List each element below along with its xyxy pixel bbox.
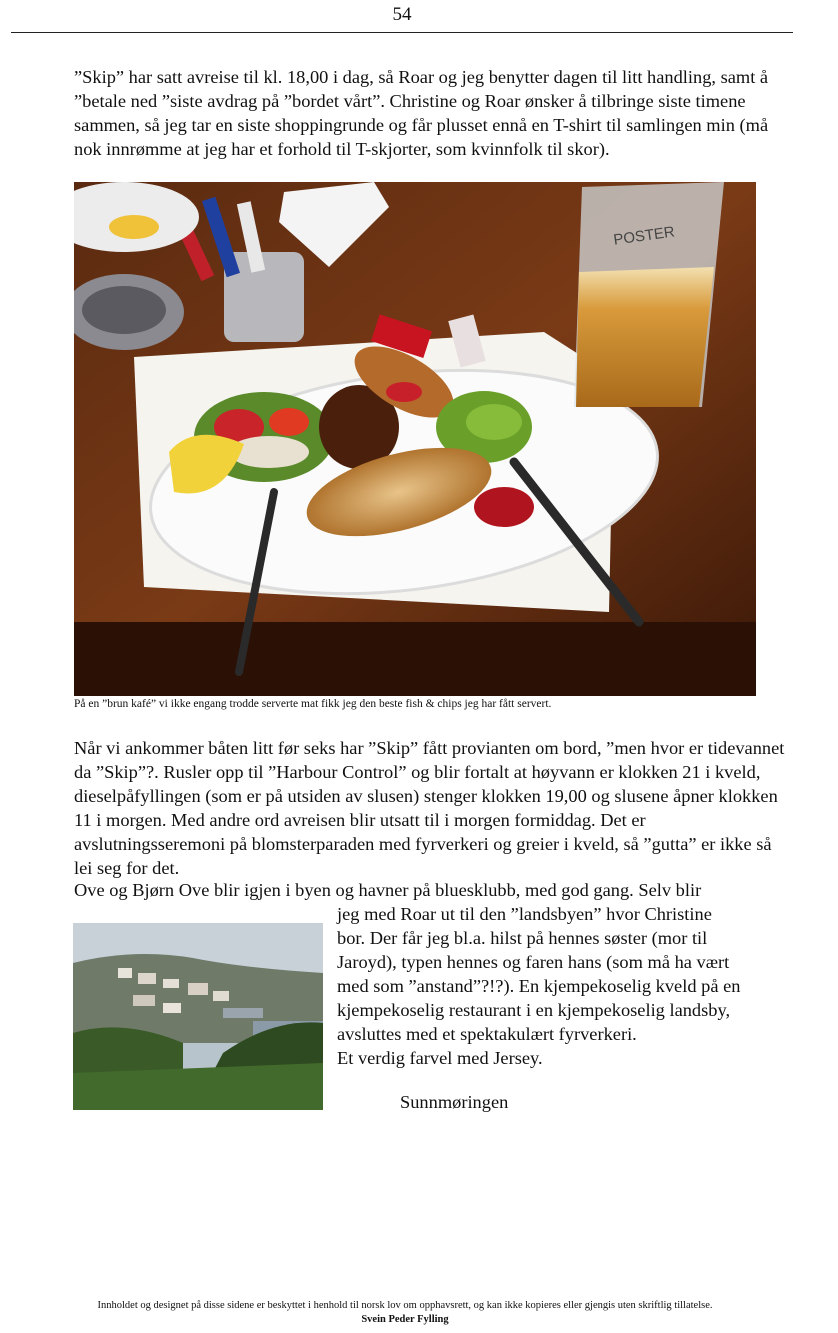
wrap-line: med som ”anstand”?!?). En kjempekoselig kveld på en [337,976,741,996]
wrap-line: Et verdig farvel med Jersey. [337,1048,543,1068]
header-rule [11,32,793,33]
footer-author: Svein Peder Fylling [361,1314,449,1325]
copyright-notice: Innholdet og designet på disse sidene er beskyttet i henhold til norsk lov om opphavsrett, og kan ikke kopieres eller gjengis uten skriftlig tillatelse. [97,1300,713,1311]
footer [0,1299,810,1327]
fish-and-chips-photo [74,182,756,696]
wrap-line: kjempekoselig restaurant i en kjempekoselig landsby, [337,1000,731,1020]
wrap-line: bor. Der får jeg bl.a. hilst på hennes søster (mor til [337,928,708,948]
wrap-line: avsluttes med et spektakulært fyrverkeri. [337,1024,637,1044]
wrap-line: Jaroyd), typen hennes og faren hans (som må ha vært [337,952,730,972]
photo-caption: På en ”brun kafé” vi ikke engang trodde serverte mat fikk jeg den beste fish & chips jeg har fått servert. [74,698,552,710]
glass-logo-text: POSTER [612,223,676,249]
signature: Sunnmøringen [400,1092,509,1112]
page-number: 54 [392,4,412,25]
paragraph-harbour: Når vi ankommer båten litt før seks har ”Skip” fått provianten om bord, ”men hvor er tidevannet da ”Skip”?. Rusler opp til ”Harbour Control” og blir fortalt at høyvann er klokken 21 i kveld, dieselpåfyllingen (som er på utsiden av slusen) stenger klokken 19,00 og slusene åpner klokken 11 i morgen. Med andre ord avreisen blir utsatt til i morgen formiddag. Det er avslutningsseremoni på blomsterparaden med fyrverkeri og greier i kveld, så ”gutta” er ikke så lei seg for det. [74,738,785,878]
wrapped-paragraph-lines [337,902,797,1070]
wrap-line: jeg med Roar ut til den ”landsbyen” hvor Christine [337,904,712,924]
paragraph-shopping: ”Skip” har satt avreise til kl. 18,00 i dag, så Roar og jeg benytter dagen til litt handling, samt å ”betale ned ”siste avdrag på ”bordet vårt”. Christine og Roar ønsker å tilbringe siste timene sammen, så jeg tar en siste shoppingrunde og får plusset ennå en T-shirt til samlingen min (må nok innrømme at jeg har et forhold til T-skjorter, som kvinnfolk til skor). [74,67,769,159]
jersey-village-photo [73,923,323,1110]
paragraph-bluesklubb: Ove og Bjørn Ove blir igjen i byen og havner på bluesklubb, med god gang. Selv blir [74,880,702,900]
